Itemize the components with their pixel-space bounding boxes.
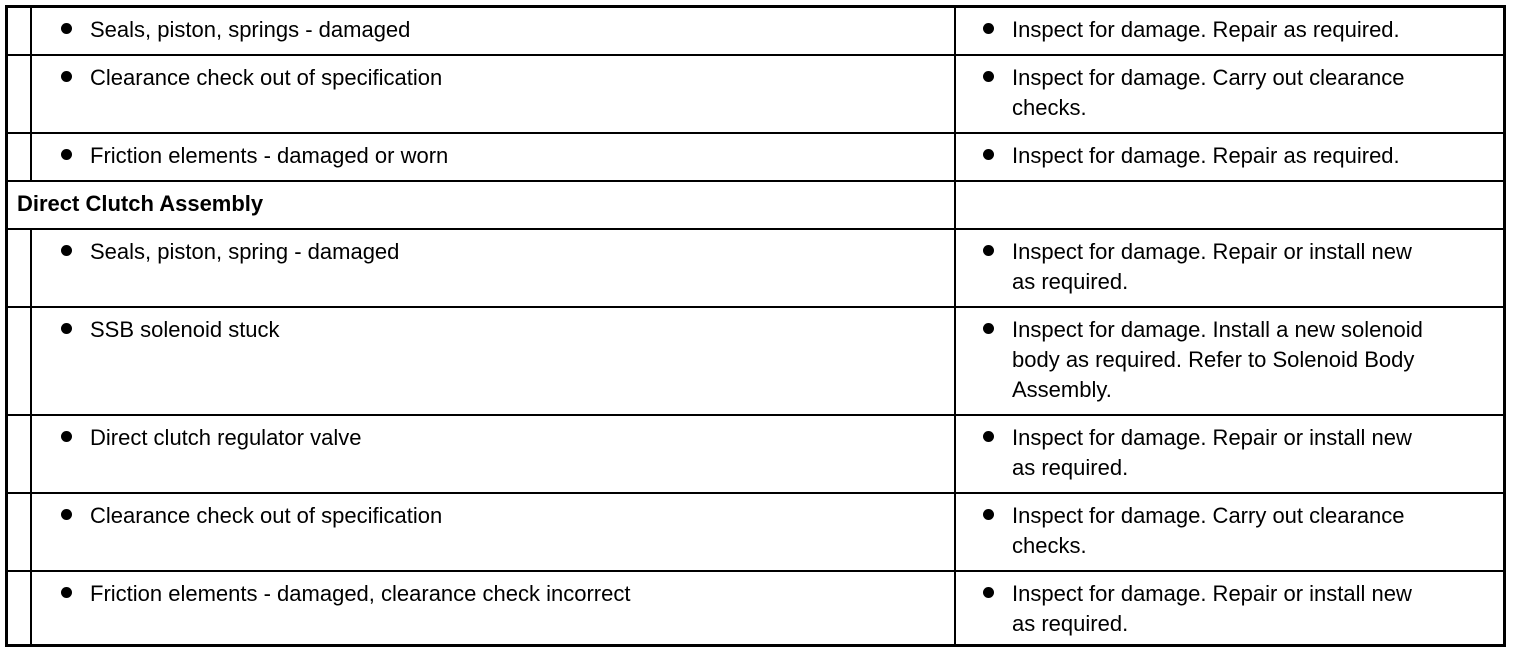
bullet-icon <box>61 509 72 520</box>
cause-text: Seals, piston, springs - damaged <box>90 17 411 42</box>
action-text: Inspect for damage. Repair or install new <box>1012 425 1412 450</box>
empty-cell <box>956 182 1503 229</box>
bullet-icon <box>983 71 994 82</box>
action-text: Inspect for damage. Repair or install new <box>1012 239 1412 264</box>
diagnosis-table <box>5 5 1506 647</box>
indent-cell <box>8 308 32 415</box>
cause-cell <box>32 308 956 415</box>
bullet-icon <box>983 509 994 520</box>
bullet-icon <box>983 149 994 160</box>
action-text: Inspect for damage. Carry out clearance <box>1012 65 1405 90</box>
cause-text: Direct clutch regulator valve <box>90 425 362 450</box>
table-row <box>8 492 1503 571</box>
action-cell <box>956 8 1503 56</box>
bullet-icon <box>61 323 72 334</box>
bullet-icon <box>61 71 72 82</box>
cause-text: Friction elements - damaged, clearance check incorrect <box>90 581 631 606</box>
table-row <box>8 570 1503 644</box>
action-text: Inspect for damage. Repair or install new <box>1012 581 1412 606</box>
action-cell <box>956 572 1503 644</box>
action-cell <box>956 494 1503 571</box>
bullet-icon <box>61 587 72 598</box>
section-header-cell <box>8 182 956 229</box>
bullet-icon <box>61 431 72 442</box>
action-text: Inspect for damage. Repair as required. <box>1012 143 1400 168</box>
cause-cell <box>32 230 956 307</box>
action-cell <box>956 56 1503 133</box>
indent-cell <box>8 134 32 181</box>
table-row <box>8 132 1503 181</box>
cause-cell <box>32 494 956 571</box>
table-row <box>8 228 1503 307</box>
cause-text: Seals, piston, spring - damaged <box>90 239 400 264</box>
bullet-icon <box>61 245 72 256</box>
cause-cell <box>32 8 956 56</box>
action-text: as required. <box>1012 455 1129 480</box>
cause-cell <box>32 416 956 493</box>
cause-text: Clearance check out of specification <box>90 503 443 528</box>
bullet-icon <box>61 149 72 160</box>
action-text: Inspect for damage. Carry out clearance <box>1012 503 1405 528</box>
action-cell <box>956 416 1503 493</box>
bullet-icon <box>983 323 994 334</box>
action-text: as required. <box>1012 269 1129 294</box>
cause-cell <box>32 572 956 644</box>
indent-cell <box>8 56 32 133</box>
cause-text: Clearance check out of specification <box>90 65 443 90</box>
bullet-icon <box>983 587 994 598</box>
action-text: checks. <box>1012 95 1087 120</box>
indent-cell <box>8 572 32 644</box>
action-text: body as required. Refer to Solenoid Body <box>1012 347 1415 372</box>
table-row <box>8 54 1503 133</box>
section-row <box>8 180 1503 229</box>
action-text: Assembly. <box>1012 377 1112 402</box>
action-text: Inspect for damage. Install a new solenoid <box>1012 317 1423 342</box>
section-title: Direct Clutch Assembly <box>17 191 264 216</box>
indent-cell <box>8 416 32 493</box>
action-text: as required. <box>1012 611 1129 636</box>
bullet-icon <box>983 431 994 442</box>
action-cell <box>956 308 1503 415</box>
action-text: checks. <box>1012 533 1087 558</box>
cause-text: Friction elements - damaged or worn <box>90 143 449 168</box>
table-row <box>8 8 1503 56</box>
action-cell <box>956 134 1503 181</box>
table-row <box>8 414 1503 493</box>
table-row <box>8 306 1503 415</box>
bullet-icon <box>983 23 994 34</box>
bullet-icon <box>61 23 72 34</box>
action-text: Inspect for damage. Repair as required. <box>1012 17 1400 42</box>
indent-cell <box>8 8 32 56</box>
indent-cell <box>8 230 32 307</box>
cause-cell <box>32 56 956 133</box>
indent-cell <box>8 494 32 571</box>
cause-cell <box>32 134 956 181</box>
bullet-icon <box>983 245 994 256</box>
action-cell <box>956 230 1503 307</box>
cause-text: SSB solenoid stuck <box>90 317 280 342</box>
